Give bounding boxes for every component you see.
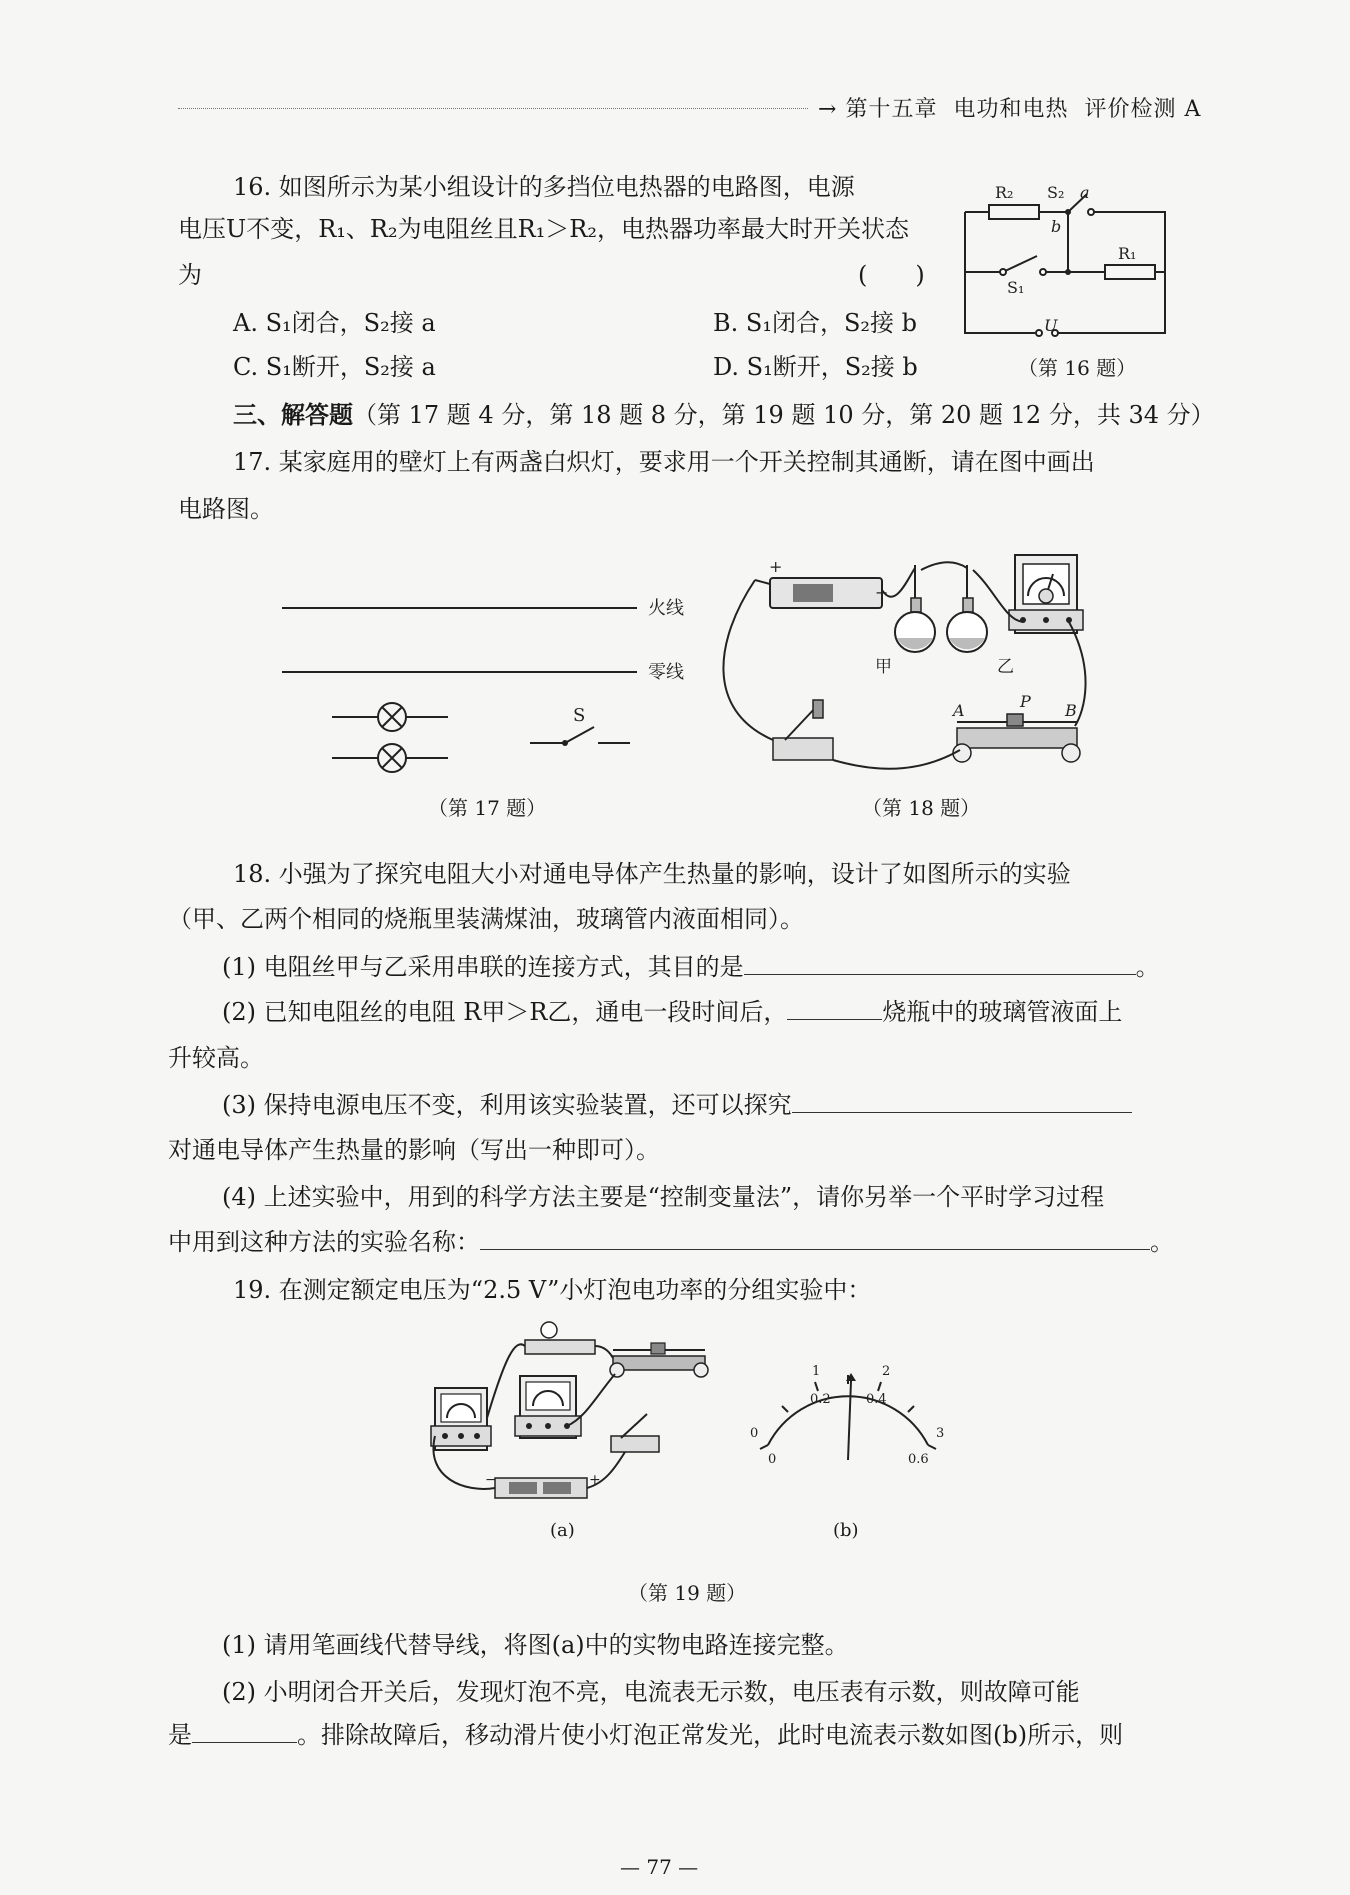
header-chapter: 第十五章: [845, 97, 938, 122]
q16-option-c: C. S₁断开，S₂接 a: [233, 353, 436, 381]
section3-desc: （第 17 题 4 分，第 18 题 8 分，第 19 题 10 分，第 20 题 12 分，共 34 分）: [353, 401, 1215, 429]
q18-line2: （甲、乙两个相同的烧瓶里装满煤油，玻璃管内液面相同）。: [168, 905, 804, 933]
rheostat-b: B: [1065, 701, 1077, 720]
q18-part2: [222, 995, 1122, 1029]
q16-line3: 为: [178, 261, 202, 289]
q18-p4-end: 。: [1150, 1228, 1174, 1256]
battery-plus-label: +: [589, 1472, 601, 1488]
bulb-icon: [525, 1322, 595, 1354]
q16-option-a: A. S₁闭合，S₂接 a: [233, 309, 436, 337]
q16-option-b: B. S₁闭合，S₂接 b: [713, 309, 918, 337]
switch-icon: [611, 1414, 659, 1452]
label-u: U: [1044, 316, 1058, 335]
q19-part2: (2) 小明闭合开关后，发现灯泡不亮，电流表无示数，电压表有示数，则故障可能: [222, 1678, 1080, 1706]
q18-p3-text-a: (3) 保持电源电压不变，利用该实验装置，还可以探究: [222, 1091, 792, 1119]
q16-answer-paren: ( ): [858, 261, 925, 289]
switch-s-icon: [530, 727, 630, 746]
q18-p2-blank[interactable]: [787, 995, 882, 1020]
q17-line2: 电路图。: [178, 495, 274, 523]
q19-circuit-figure-a: [425, 1318, 725, 1508]
q17-caption: （第 17 题）: [428, 796, 547, 820]
label-s1: S₁: [1007, 278, 1025, 297]
q18-part4: (4) 上述实验中，用到的科学方法主要是“控制变量法”，请你另举一个平时学习过程: [222, 1183, 1105, 1211]
label-a: a: [1080, 183, 1090, 202]
switch-label: S: [573, 705, 586, 726]
q18-p1-end: 。: [1135, 953, 1160, 981]
q16-figure-caption: （第 16 题）: [1018, 356, 1137, 380]
battery-plus: +: [769, 557, 783, 576]
scale-top-0: 0: [750, 1426, 759, 1441]
q19-fig-b-label: (b): [833, 1520, 859, 1541]
label-r2: R₂: [995, 183, 1014, 202]
q18-p3-blank[interactable]: [792, 1088, 1132, 1113]
rheostat-p: P: [1020, 692, 1031, 711]
q18-part4-cont: [168, 1225, 1174, 1259]
q19-part1: (1) 请用笔画线代替导线，将图(a)中的实物电路连接完整。: [222, 1631, 849, 1659]
rheostat-icon: [953, 714, 1080, 762]
scale-top-1: 1: [812, 1364, 821, 1379]
battery-minus-label: −: [485, 1472, 497, 1488]
wire-a2: [595, 1346, 613, 1358]
wire-1: [723, 580, 773, 740]
flask-jia-icon: [895, 565, 935, 652]
q19-p2-blank[interactable]: [192, 1718, 297, 1743]
flask-jia-label: 甲: [875, 657, 892, 677]
q19-line1: 19. 在测定额定电压为“2.5 V”小灯泡电功率的分组实验中：: [233, 1276, 872, 1304]
q18-p4-text: 中用到这种方法的实验名称：: [168, 1228, 480, 1256]
header-arrow: →: [818, 97, 846, 122]
rheostat-icon: [610, 1343, 708, 1377]
label-r1: R₁: [1118, 244, 1137, 263]
q18-part3: [222, 1088, 1132, 1122]
neutral-label: 零线: [648, 662, 684, 683]
r2-resistor: [989, 205, 1039, 219]
lamp-2-icon: [332, 744, 448, 772]
wire-3: [921, 562, 967, 570]
lamp-1-icon: [332, 703, 448, 731]
s1-switch: [1003, 256, 1037, 272]
running-header: [818, 92, 1201, 123]
header-title: 电功和电热: [953, 97, 1069, 122]
q19-p2-text-b: 是: [168, 1721, 192, 1749]
q18-caption: （第 18 题）: [862, 796, 981, 820]
voltmeter-icon: [431, 1388, 491, 1450]
knife-switch-icon: [773, 700, 833, 760]
page-number: — 77 —: [620, 1855, 699, 1879]
q18-p2-text-b: 烧瓶中的玻璃管液面上: [882, 998, 1123, 1026]
q16-circuit-diagram: [955, 180, 1180, 340]
q18-p1-text: (1) 电阻丝甲与乙采用串联的连接方式，其目的是: [222, 953, 744, 981]
q18-p1-blank[interactable]: [744, 950, 1136, 975]
header-rule: [178, 108, 808, 109]
scale-bottom-0-2: 0.2: [810, 1392, 831, 1407]
r1-resistor: [1105, 265, 1155, 279]
scale-top-3: 3: [936, 1426, 945, 1441]
q18-part3-cont: 对通电导体产生热量的影响（写出一种即可）。: [168, 1136, 660, 1164]
scale-bottom-0-4: 0.4: [866, 1392, 887, 1407]
q17-wiring-figure: [280, 595, 700, 775]
q18-part1: [222, 950, 1160, 984]
q18-line1: 18. 小强为了探究电阻大小对通电导体产生热量的影响，设计了如图所示的实验: [233, 860, 1071, 888]
q18-p2-text-a: (2) 已知电阻丝的电阻 R甲＞R乙，通电一段时间后，: [222, 998, 788, 1026]
meter-needle: [848, 1381, 851, 1460]
q18-p4-blank[interactable]: [480, 1225, 1150, 1250]
q16-line1: 16. 如图所示为某小组设计的多挡位电热器的电路图，电源: [233, 173, 855, 201]
header-section: 评价检测 A: [1084, 97, 1202, 122]
q17-line1: 17. 某家庭用的壁灯上有两盏白炽灯，要求用一个开关控制其通断，请在图中画出: [233, 448, 1095, 476]
q19-part2-cont: [168, 1718, 1123, 1752]
section3-heading: [233, 398, 1215, 432]
scale-bottom-0-6: 0.6: [908, 1452, 929, 1467]
q18-part2-cont: 升较高。: [168, 1044, 264, 1072]
q16-line2: 电压U不变，R₁、R₂为电阻丝且R₁＞R₂，电热器功率最大时开关状态: [178, 215, 909, 243]
flask-yi-label: 乙: [997, 657, 1014, 677]
scale-top-2: 2: [882, 1364, 891, 1379]
q19-ammeter-scale-b: [748, 1355, 948, 1465]
q19-fig-a-label: (a): [550, 1520, 575, 1541]
battery-icon: [495, 1478, 587, 1498]
section3-title: 三、解答题: [233, 401, 353, 429]
q19-p2-text-c: 。排除故障后，移动滑片使小灯泡正常发光，此时电流表示数如图(b)所示，则: [297, 1721, 1124, 1749]
wire-6: [833, 750, 960, 769]
label-b: b: [1051, 217, 1062, 236]
q18-apparatus-figure: [735, 550, 1110, 785]
ammeter-icon: [515, 1376, 581, 1438]
scale-bottom-0: 0: [768, 1452, 777, 1467]
live-label: 火线: [648, 598, 684, 619]
label-s2: S₂: [1047, 183, 1065, 202]
q16-option-d: D. S₁断开，S₂接 b: [713, 353, 918, 381]
rheostat-a: A: [953, 701, 965, 720]
battery-icon: [755, 578, 882, 608]
q19-caption: （第 19 题）: [628, 1581, 747, 1605]
battery-minus: −: [875, 583, 889, 602]
